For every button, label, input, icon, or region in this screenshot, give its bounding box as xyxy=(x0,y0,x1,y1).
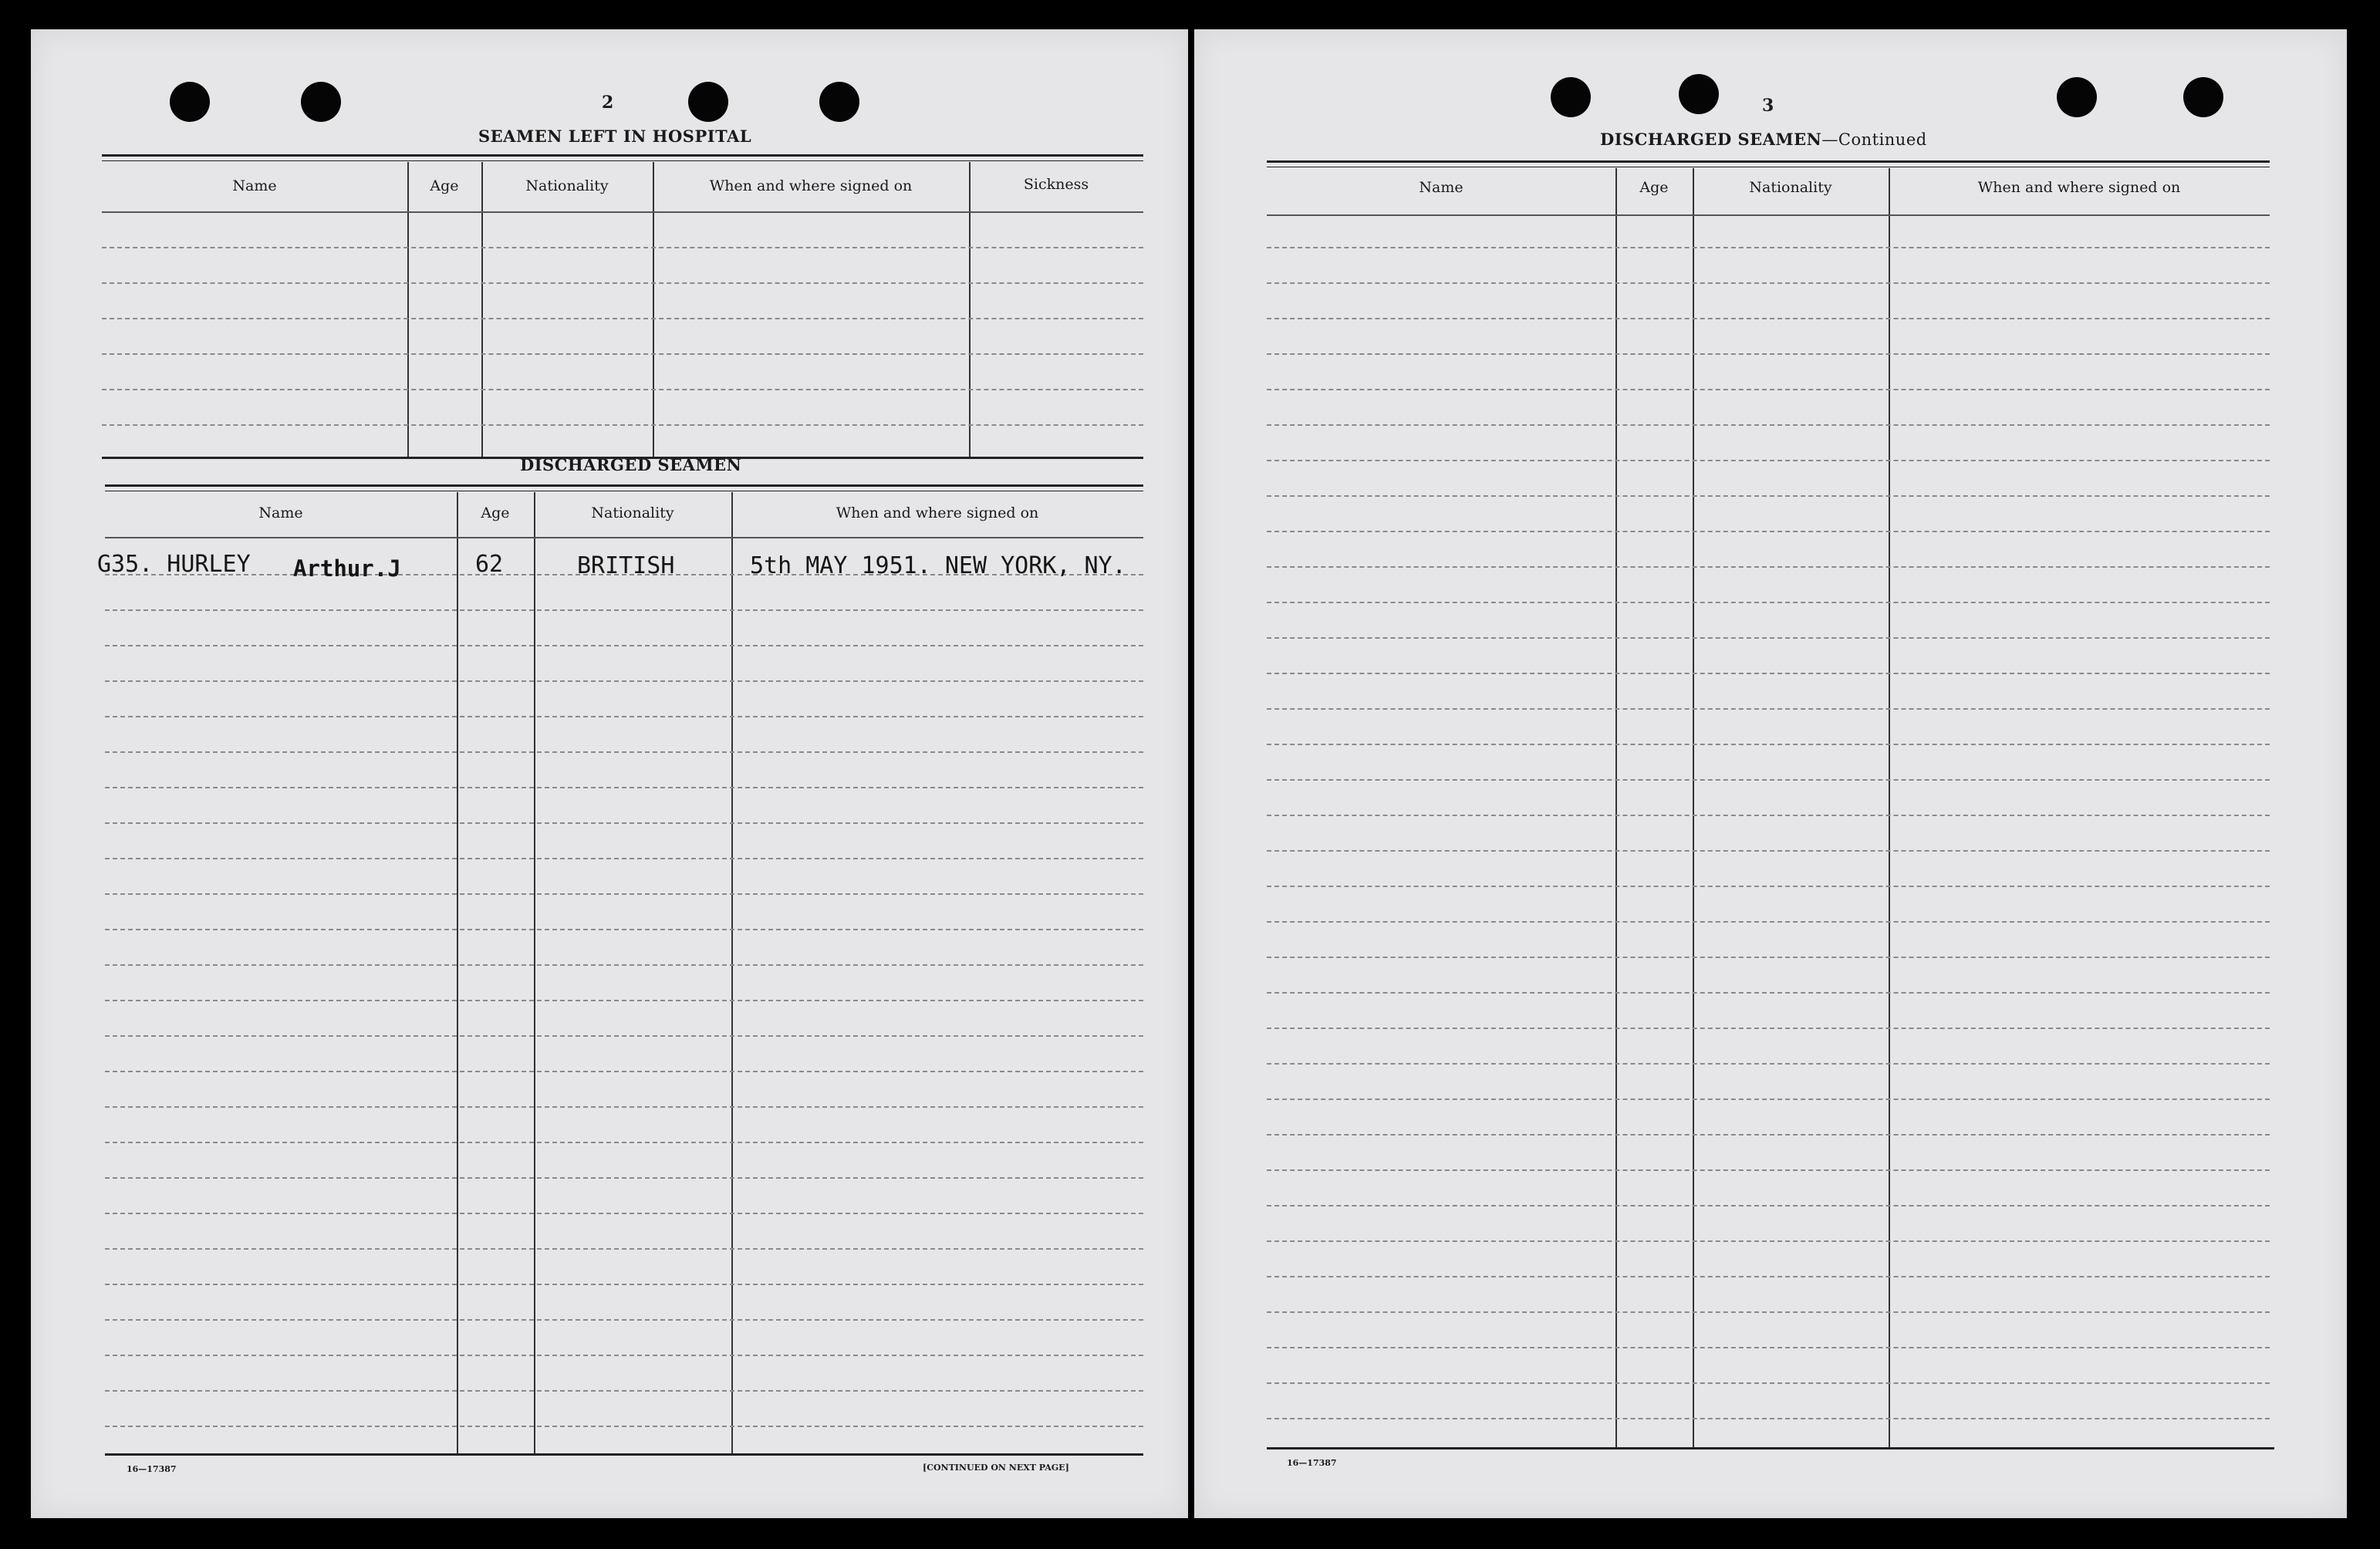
ruled-line xyxy=(105,1071,1143,1072)
form-number: 16—17387 xyxy=(127,1464,177,1474)
page-number: 3 xyxy=(1762,96,1774,116)
col-name: Name xyxy=(1419,179,1463,196)
ruled-line xyxy=(1267,566,2270,568)
ruled-line xyxy=(105,858,1143,859)
punch-hole xyxy=(688,82,728,122)
ruled-line xyxy=(105,680,1143,682)
ruled-line xyxy=(1267,850,2270,852)
col-nationality: Nationality xyxy=(1749,179,1832,196)
ruled-line xyxy=(1267,779,2270,781)
punch-hole xyxy=(301,82,341,122)
ruled-line xyxy=(1267,1276,2270,1277)
ruled-line xyxy=(1267,1098,2270,1100)
row-name-given: Arthur.J xyxy=(293,555,401,582)
ruled-line xyxy=(1267,673,2270,674)
row-signed-on: 5th MAY 1951. NEW YORK, NY. xyxy=(750,552,1126,579)
discharged-col-nationality: Nationality xyxy=(591,505,674,521)
ruled-line xyxy=(105,822,1143,824)
punch-hole xyxy=(819,82,859,122)
ruled-line xyxy=(1267,353,2270,355)
punch-hole xyxy=(1551,77,1591,117)
page-number: 2 xyxy=(602,93,614,113)
hospital-col-nationality: Nationality xyxy=(525,177,609,194)
ruled-line xyxy=(105,716,1143,717)
row-nationality: BRITISH xyxy=(577,552,675,579)
row-age: 62 xyxy=(475,551,504,578)
ruled-line xyxy=(1267,531,2270,532)
ruled-line xyxy=(1267,1169,2270,1171)
ruled-line xyxy=(105,1319,1143,1321)
ruled-line xyxy=(105,1035,1143,1037)
ruled-line xyxy=(1267,1240,2270,1242)
ruled-line xyxy=(105,1248,1143,1250)
ruled-line xyxy=(1267,389,2270,390)
ruled-line xyxy=(1267,1311,2270,1313)
row-name-prefix: G35. HURLEY xyxy=(97,551,251,578)
ruled-line xyxy=(105,1426,1143,1427)
ruled-line xyxy=(1267,886,2270,887)
punch-hole xyxy=(2057,77,2097,117)
ruled-line xyxy=(105,1142,1143,1143)
ruled-line xyxy=(105,1284,1143,1285)
ruled-line xyxy=(1267,1134,2270,1136)
ruled-line xyxy=(105,609,1143,611)
ruled-line xyxy=(105,1355,1143,1356)
ruled-line xyxy=(1267,318,2270,319)
punch-hole xyxy=(2183,77,2223,117)
ruled-line xyxy=(1267,460,2270,461)
hospital-col-name: Name xyxy=(232,177,277,194)
ruled-line xyxy=(1267,1382,2270,1384)
discharged-col-name: Name xyxy=(258,505,303,521)
hospital-col-signed-on: When and where signed on xyxy=(709,177,913,194)
ruled-line xyxy=(105,964,1143,966)
ruled-line xyxy=(1267,495,2270,497)
hospital-col-age: Age xyxy=(430,177,459,194)
discharged-col-signed-on: When and where signed on xyxy=(836,505,1039,521)
ruled-line xyxy=(105,751,1143,753)
left-page xyxy=(31,29,1188,1518)
ruled-line xyxy=(1267,1028,2270,1029)
ruled-line xyxy=(105,1390,1143,1392)
ruled-line xyxy=(1267,815,2270,816)
form-number: 16—17387 xyxy=(1287,1458,1337,1468)
hospital-section-title: SEAMEN LEFT IN HOSPITAL xyxy=(478,127,752,146)
ruled-line xyxy=(105,929,1143,930)
ruled-line xyxy=(105,1177,1143,1179)
ruled-line xyxy=(1267,1418,2270,1419)
ruled-line xyxy=(1267,1063,2270,1065)
punch-hole xyxy=(170,82,210,122)
ruled-line xyxy=(1267,424,2270,426)
ruled-line xyxy=(105,1213,1143,1214)
right-page xyxy=(1194,29,2347,1518)
discharged-col-age: Age xyxy=(481,505,510,521)
ruled-line xyxy=(1267,1205,2270,1206)
hospital-col-sickness: Sickness xyxy=(1023,176,1089,193)
ruled-line xyxy=(1267,247,2270,248)
ruled-line xyxy=(1267,992,2270,994)
ruled-line xyxy=(1267,744,2270,745)
ruled-line xyxy=(105,893,1143,895)
ruled-line xyxy=(105,1000,1143,1001)
ruled-line xyxy=(105,787,1143,788)
ruled-line xyxy=(1267,957,2270,958)
ruled-line xyxy=(1267,708,2270,710)
page-title: DISCHARGED SEAMEN—Continued xyxy=(1600,130,1927,149)
col-signed-on: When and where signed on xyxy=(1977,179,2181,196)
discharged-section-title: DISCHARGED SEAMEN xyxy=(520,455,742,474)
ruled-line xyxy=(105,645,1143,646)
punch-hole xyxy=(1679,74,1719,114)
ruled-line xyxy=(1267,602,2270,603)
ruled-line xyxy=(1267,637,2270,639)
ruled-line xyxy=(1267,1347,2270,1348)
ruled-line xyxy=(1267,282,2270,284)
ruled-line xyxy=(105,1106,1143,1108)
col-age: Age xyxy=(1639,179,1669,196)
ruled-line xyxy=(1267,921,2270,923)
continued-note: [CONTINUED ON NEXT PAGE] xyxy=(923,1463,1069,1473)
